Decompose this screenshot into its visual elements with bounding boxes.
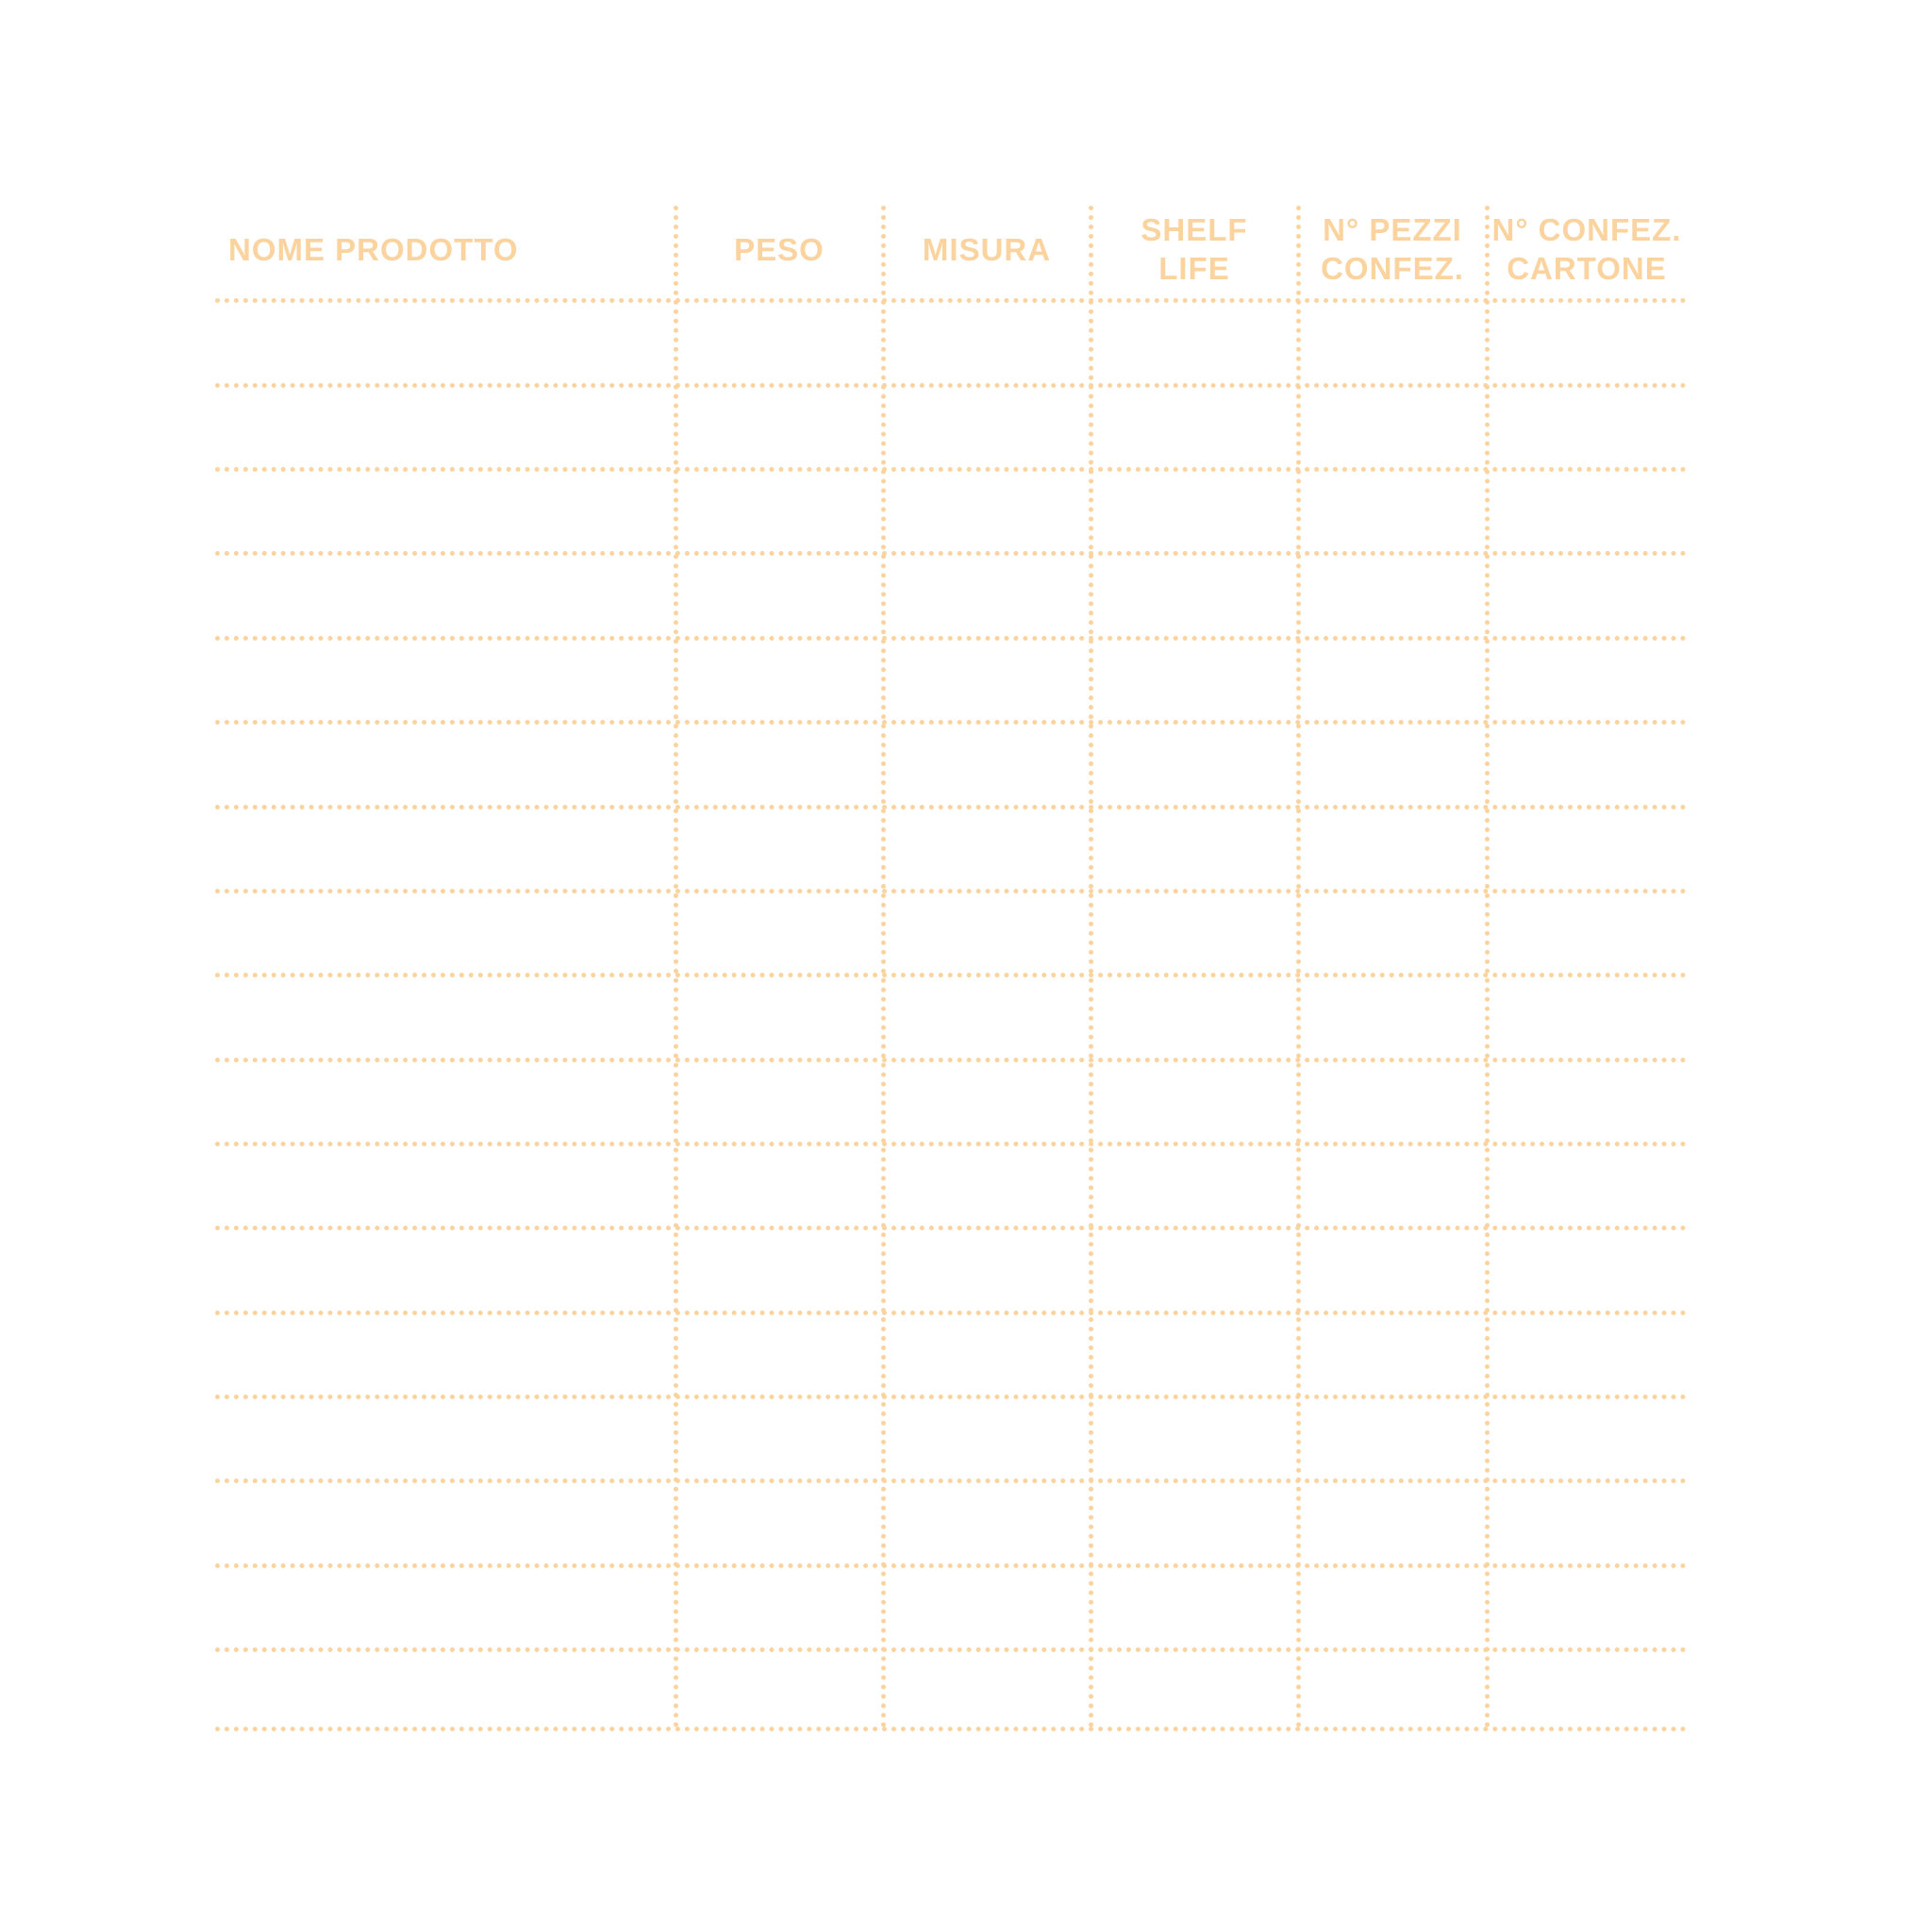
- table-cell[interactable]: [219, 642, 672, 718]
- column-header-peso: PESO: [734, 231, 824, 267]
- table-cell[interactable]: [887, 978, 1087, 1056]
- table-cell[interactable]: [887, 1569, 1087, 1645]
- table-cell[interactable]: [1491, 726, 1683, 803]
- table-cell[interactable]: [1094, 894, 1294, 971]
- row-divider: [215, 1395, 1687, 1399]
- column-divider: [881, 206, 886, 1729]
- column-header-nome-prodotto: NOME PRODOTTO: [228, 231, 519, 267]
- table-cell[interactable]: [219, 1400, 672, 1477]
- table-cell[interactable]: [679, 1400, 879, 1477]
- table-cell[interactable]: [1302, 1484, 1483, 1562]
- table-cell[interactable]: [219, 1653, 672, 1725]
- table-cell[interactable]: [679, 894, 879, 971]
- column-header-confez-cartone: N° CONFEZ. CARTONE: [1491, 212, 1682, 286]
- table-cell[interactable]: [1491, 1147, 1683, 1224]
- column-header-pezzi-confez: N° PEZZI CONFEZ.: [1321, 212, 1464, 286]
- table-cell[interactable]: [679, 1231, 879, 1309]
- table-cell[interactable]: [1491, 1400, 1683, 1477]
- table-cell[interactable]: [1302, 1063, 1483, 1140]
- table-cell[interactable]: [1302, 557, 1483, 634]
- table-cell[interactable]: [1491, 1063, 1683, 1140]
- row-divider: [215, 1727, 1687, 1731]
- table-cell[interactable]: [887, 894, 1087, 971]
- table-cell[interactable]: [219, 304, 672, 381]
- row-divider: [215, 551, 1687, 556]
- table-cell[interactable]: [1491, 557, 1683, 634]
- table-cell[interactable]: [1094, 726, 1294, 803]
- table-cell[interactable]: [1302, 810, 1483, 887]
- table-cell[interactable]: [1302, 894, 1483, 971]
- table-cell[interactable]: [1094, 1400, 1294, 1477]
- table-cell[interactable]: [1302, 1569, 1483, 1645]
- table-cell[interactable]: [219, 1231, 672, 1309]
- table-cell[interactable]: [219, 1316, 672, 1393]
- table-cell[interactable]: [1094, 810, 1294, 887]
- table-cell[interactable]: [1094, 642, 1294, 718]
- table-cell[interactable]: [1491, 304, 1683, 381]
- row-divider: [215, 1226, 1687, 1230]
- row-divider: [215, 1478, 1687, 1483]
- row-divider: [215, 1142, 1687, 1146]
- row-divider: [215, 1647, 1687, 1652]
- column-divider: [1485, 206, 1490, 1729]
- table-cell[interactable]: [679, 304, 879, 381]
- table-cell[interactable]: [219, 557, 672, 634]
- column-header-misura: MISURA: [922, 231, 1052, 267]
- table-cell[interactable]: [1094, 1147, 1294, 1224]
- table-cell[interactable]: [887, 473, 1087, 549]
- table-cell[interactable]: [679, 1653, 879, 1725]
- table-cell[interactable]: [887, 642, 1087, 718]
- table-cell[interactable]: [887, 1231, 1087, 1309]
- table-cell[interactable]: [887, 1653, 1087, 1725]
- table-cell[interactable]: [679, 1063, 879, 1140]
- table-cell[interactable]: [887, 304, 1087, 381]
- table-cell[interactable]: [887, 557, 1087, 634]
- table-cell[interactable]: [1491, 1316, 1683, 1393]
- row-divider: [215, 973, 1687, 977]
- table-cell[interactable]: [679, 978, 879, 1056]
- table-cell[interactable]: [887, 1484, 1087, 1562]
- table-cell[interactable]: [219, 1063, 672, 1140]
- table-cell[interactable]: [219, 726, 672, 803]
- row-divider: [215, 467, 1687, 472]
- table-cell[interactable]: [679, 726, 879, 803]
- table-cell[interactable]: [1094, 1484, 1294, 1562]
- table-cell[interactable]: [1094, 557, 1294, 634]
- table-cell[interactable]: [887, 1147, 1087, 1224]
- table-cell[interactable]: [679, 642, 879, 718]
- table-cell[interactable]: [887, 810, 1087, 887]
- table-cell[interactable]: [1094, 1653, 1294, 1725]
- table-cell[interactable]: [1094, 1316, 1294, 1393]
- column-divider: [1296, 206, 1301, 1729]
- table-cell[interactable]: [1491, 1653, 1683, 1725]
- row-divider: [215, 889, 1687, 894]
- table-cell[interactable]: [887, 1400, 1087, 1477]
- table-cell[interactable]: [1302, 726, 1483, 803]
- table-cell[interactable]: [1302, 978, 1483, 1056]
- table-cell[interactable]: [1491, 473, 1683, 549]
- table-cell[interactable]: [219, 978, 672, 1056]
- table-cell[interactable]: [1491, 642, 1683, 718]
- table-cell[interactable]: [1302, 642, 1483, 718]
- table-cell[interactable]: [1094, 1063, 1294, 1140]
- column-header-shelf-life: SHELF LIFE: [1141, 212, 1248, 286]
- row-divider: [215, 1058, 1687, 1062]
- table-cell[interactable]: [887, 1316, 1087, 1393]
- row-divider: [215, 383, 1687, 388]
- row-divider: [215, 298, 1687, 303]
- column-divider: [1089, 206, 1093, 1729]
- table-cell[interactable]: [219, 1484, 672, 1562]
- table-cell[interactable]: [1094, 1231, 1294, 1309]
- table-cell[interactable]: [1302, 1231, 1483, 1309]
- table-cell[interactable]: [1491, 389, 1683, 465]
- table-cell[interactable]: [679, 1316, 879, 1393]
- table-cell[interactable]: [219, 1147, 672, 1224]
- table-cell[interactable]: [219, 473, 672, 549]
- table-cell[interactable]: [1302, 1316, 1483, 1393]
- table-cell[interactable]: [679, 557, 879, 634]
- table-cell[interactable]: [1491, 978, 1683, 1056]
- table-cell[interactable]: [1094, 389, 1294, 465]
- table-cell[interactable]: [679, 1569, 879, 1645]
- table-cell[interactable]: [219, 810, 672, 887]
- table-cell[interactable]: [219, 894, 672, 971]
- table-cell[interactable]: [1094, 304, 1294, 381]
- table-cell[interactable]: [1491, 810, 1683, 887]
- table-cell[interactable]: [1094, 1569, 1294, 1645]
- table-cell[interactable]: [1302, 1147, 1483, 1224]
- table-cell[interactable]: [1491, 1231, 1683, 1309]
- row-divider: [215, 720, 1687, 725]
- table-cell[interactable]: [1302, 389, 1483, 465]
- table-cell[interactable]: [887, 726, 1087, 803]
- table-cell[interactable]: [1094, 473, 1294, 549]
- table-cell[interactable]: [1302, 304, 1483, 381]
- table-cell[interactable]: [1491, 894, 1683, 971]
- table-cell[interactable]: [679, 473, 879, 549]
- table-cell[interactable]: [219, 389, 672, 465]
- table-cell[interactable]: [1302, 1400, 1483, 1477]
- table-cell[interactable]: [679, 1484, 879, 1562]
- table-cell[interactable]: [1094, 978, 1294, 1056]
- table-cell[interactable]: [1491, 1569, 1683, 1645]
- row-divider: [215, 1311, 1687, 1315]
- table-cell[interactable]: [679, 810, 879, 887]
- row-divider: [215, 1563, 1687, 1568]
- table-cell[interactable]: [887, 1063, 1087, 1140]
- table-cell[interactable]: [219, 1569, 672, 1645]
- row-divider: [215, 636, 1687, 641]
- table-cell[interactable]: [679, 1147, 879, 1224]
- table-cell[interactable]: [1491, 1484, 1683, 1562]
- table-cell[interactable]: [1302, 473, 1483, 549]
- column-divider: [674, 206, 678, 1729]
- table-cell[interactable]: [1302, 1653, 1483, 1725]
- table-cell[interactable]: [679, 389, 879, 465]
- row-divider: [215, 805, 1687, 810]
- table-cell[interactable]: [887, 389, 1087, 465]
